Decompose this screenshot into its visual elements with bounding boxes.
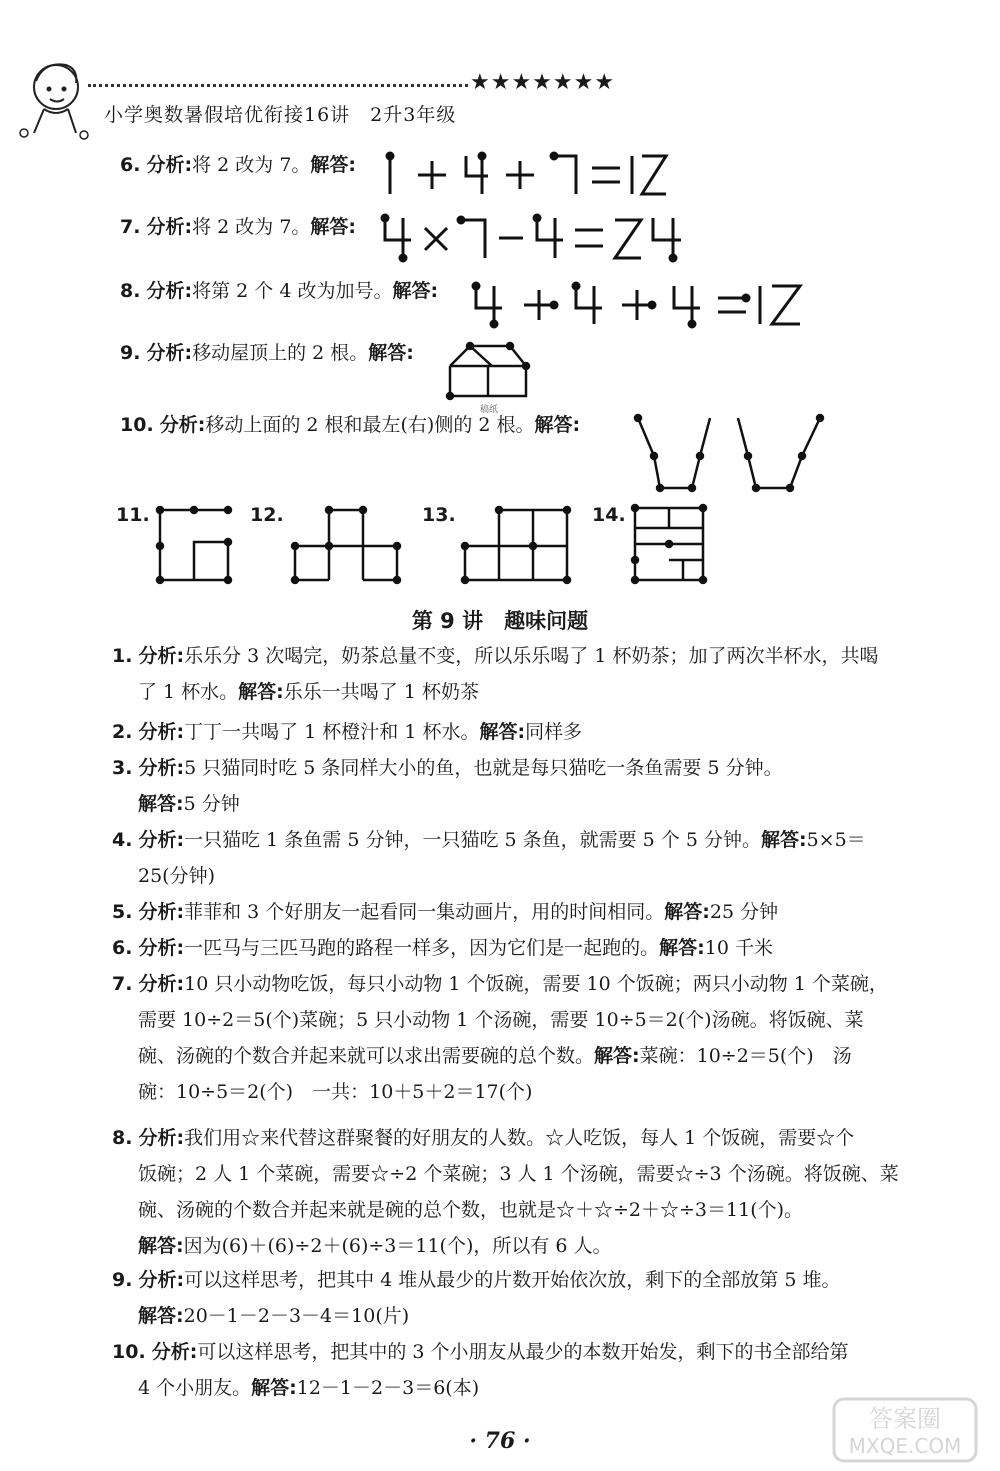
problem-text: 碗、汤碗的个数合并起来就是碗的总个数，也就是☆＋☆÷2＋☆÷3＝11(个)。	[138, 1199, 804, 1221]
problem-number: 3.	[112, 757, 133, 779]
problem-5	[112, 894, 912, 930]
problem-line	[112, 750, 912, 786]
problem-text: 乐乐分 3 次喝完，奶茶总量不变，所以乐乐喝了 1 杯奶茶；加了两次半杯水，共喝	[184, 645, 879, 667]
problem-line	[112, 858, 912, 894]
problem-line	[112, 674, 912, 710]
problem-number: 8.	[112, 1127, 133, 1149]
problem-2	[112, 714, 912, 750]
problem-text: 10 只小动物吃饭，每只小动物 1 个饭碗，需要 10 个饭碗；两只小动物 1 个菜碗，	[184, 973, 888, 995]
matchstick-equation-8	[468, 280, 808, 330]
answer-text: 同样多	[525, 721, 583, 743]
problem-line	[112, 1156, 912, 1192]
answer-label: 解答:	[251, 1377, 297, 1399]
svg-text:MXQE.COM: MXQE.COM	[848, 1434, 962, 1458]
answer-label: 解答:	[760, 829, 807, 851]
problem-label: 分析:	[138, 645, 185, 667]
problem-text: 需要 10÷2＝5(个)菜碗；5 只小动物 1 个汤碗，需要 10÷5＝2(个)汤碗。将饭碗、菜	[138, 1009, 864, 1031]
problem-line	[112, 638, 912, 674]
matchstick-cups-10	[630, 412, 830, 497]
problem-label: 分析:	[151, 1341, 198, 1363]
problem-line	[112, 1038, 912, 1074]
problem-number: 6.	[112, 937, 133, 959]
problem-text: 可以这样思考，把其中的 3 个小朋友从最少的本数开始发，剩下的书全部给第	[197, 1341, 849, 1363]
problem-text: 饭碗；2 人 1 个菜碗，需要☆÷2 个菜碗；3 人 1 个汤碗，需要☆÷3 个汤碗。将饭碗、菜	[138, 1163, 899, 1185]
book-title: 小学奥数暑假培优衔接16讲 2升3年级	[104, 104, 457, 126]
problem-text: 一只猫吃 1 条鱼需 5 分钟，一只猫吃 5 条鱼，就需要 5 个 5 分钟。	[184, 829, 761, 851]
match-item-8: 8. 分析:将第 2 个 4 改为加号。解答:	[120, 280, 439, 302]
match-item-7: 7. 分析:将 2 改为 7。解答:	[120, 216, 357, 238]
section-title: 第 9 讲 趣味问题	[411, 609, 589, 633]
problem-text: 碗、汤碗的个数合并起来就可以求出需要碗的总个数。	[138, 1045, 595, 1067]
problem-label: 分析:	[138, 1269, 185, 1291]
problem-line	[112, 822, 912, 858]
problem-number: 10.	[112, 1341, 146, 1363]
problem-line	[112, 1262, 912, 1298]
problem-7	[112, 966, 912, 1110]
problem-1	[112, 638, 912, 710]
match-item-10: 10. 分析:移动上面的 2 根和最左(右)侧的 2 根。解答:	[120, 414, 581, 436]
problem-text: 4 个小朋友。	[138, 1377, 252, 1399]
problem-label: 分析:	[138, 1127, 185, 1149]
problem-label: 分析:	[138, 937, 185, 959]
answer-text: 12－1－2－3＝6(本)	[296, 1377, 480, 1399]
problem-9	[112, 1262, 912, 1334]
answer-text: 10 千米	[704, 937, 773, 959]
problem-text: 一匹马与三匹马跑的路程一样多，因为它们是一起跑的。	[184, 937, 660, 959]
problem-10	[112, 1334, 912, 1406]
problem-label: 分析:	[138, 829, 185, 851]
problem-label: 分析:	[138, 721, 185, 743]
page-number: · 76 ·	[469, 1428, 531, 1454]
problem-number: 9.	[112, 1269, 133, 1291]
problem-number: 4.	[112, 829, 133, 851]
problem-3	[112, 750, 912, 822]
answer-text: 菜碗：10÷2＝5(个) 汤	[639, 1045, 852, 1067]
problem-label: 解答:	[138, 1235, 184, 1257]
problem-line	[112, 1298, 912, 1334]
problem-label: 分析:	[138, 757, 185, 779]
problem-line	[112, 714, 912, 750]
problem-number: 1.	[112, 645, 133, 667]
problem-text: 丁丁一共喝了 1 杯橙汁和 1 杯水。	[184, 721, 480, 743]
problem-number: 2.	[112, 721, 133, 743]
problem-text: 我们用☆来代替这群聚餐的好朋友的人数。☆人吃饭，每人 1 个饭碗，需要☆个	[184, 1127, 855, 1149]
matchstick-figure-14	[625, 500, 715, 590]
figure-label-14: 14.	[592, 504, 626, 526]
answer-text: 25 分钟	[709, 901, 779, 923]
header-dotted-rule	[88, 84, 468, 87]
problem-text: 了 1 杯水。	[138, 681, 239, 703]
answer-label: 解答:	[479, 721, 526, 743]
answer-label: 解答:	[659, 937, 705, 959]
problem-number: 5.	[112, 901, 133, 923]
problem-label: 分析:	[138, 973, 185, 995]
answer-label: 解答:	[664, 901, 710, 923]
answer-label: 解答:	[238, 681, 284, 703]
problem-line	[112, 930, 912, 966]
watermark-logo	[830, 1395, 980, 1465]
figure-label-11: 11.	[116, 504, 150, 526]
problem-text: 5 分钟	[183, 793, 240, 815]
matchstick-figure-12	[285, 502, 410, 588]
problem-line	[112, 1120, 912, 1156]
problem-8	[112, 1120, 912, 1264]
problem-text: 因为(6)＋(6)÷2＋(6)÷3＝11(个)，所以有 6 人。	[183, 1235, 612, 1257]
problem-text: 可以这样思考，把其中 4 堆从最少的片数开始依次放，剩下的全部放第 5 堆。	[184, 1269, 841, 1291]
header-stars: ★★★★★★★	[470, 70, 616, 95]
svg-text:答案圈: 答案圈	[869, 1405, 941, 1433]
problem-label: 解答:	[138, 1305, 184, 1327]
matchstick-figure-13	[455, 502, 580, 588]
problem-line	[112, 966, 912, 1002]
problem-line	[112, 786, 912, 822]
problem-line	[112, 894, 912, 930]
problem-text: 5 只猫同时吃 5 条同样大小的鱼，也就是每只猫吃一条鱼需要 5 分钟。	[184, 757, 783, 779]
problem-line	[112, 1228, 912, 1264]
answer-text: 5×5＝	[806, 829, 866, 851]
figure-label-12: 12.	[250, 504, 284, 526]
problem-line	[112, 1074, 912, 1110]
problem-line	[112, 1192, 912, 1228]
problem-line	[112, 1334, 912, 1370]
problem-line	[112, 1002, 912, 1038]
matchstick-equation-6	[370, 150, 670, 200]
svg-text:稿纸: 稿纸	[480, 405, 499, 415]
matchstick-figure-11	[150, 502, 240, 588]
problem-label: 解答:	[138, 793, 184, 815]
problem-text: 碗：10÷5＝2(个) 一共：10＋5＋2＝17(个)	[138, 1081, 533, 1103]
matchstick-equation-7	[375, 212, 695, 264]
answer-text: 乐乐一共喝了 1 杯奶茶	[283, 681, 479, 703]
problem-text: 25(分钟)	[138, 865, 216, 887]
match-item-6: 6. 分析:将 2 改为 7。解答:	[120, 154, 357, 176]
problem-text: 20－1－2－3－4＝10(片)	[183, 1305, 410, 1327]
match-item-9: 9. 分析:移动屋顶上的 2 根。解答:	[120, 342, 414, 364]
figure-label-13: 13.	[422, 504, 456, 526]
problem-text: 菲菲和 3 个好朋友一起看同一集动画片，用的时间相同。	[184, 901, 665, 923]
answer-label: 解答:	[594, 1045, 640, 1067]
problem-4	[112, 822, 912, 894]
matchstick-house-9	[440, 338, 535, 418]
problem-label: 分析:	[138, 901, 185, 923]
mascot-illustration	[14, 55, 94, 145]
problem-number: 7.	[112, 973, 133, 995]
problem-line	[112, 1370, 912, 1406]
problem-6	[112, 930, 912, 966]
